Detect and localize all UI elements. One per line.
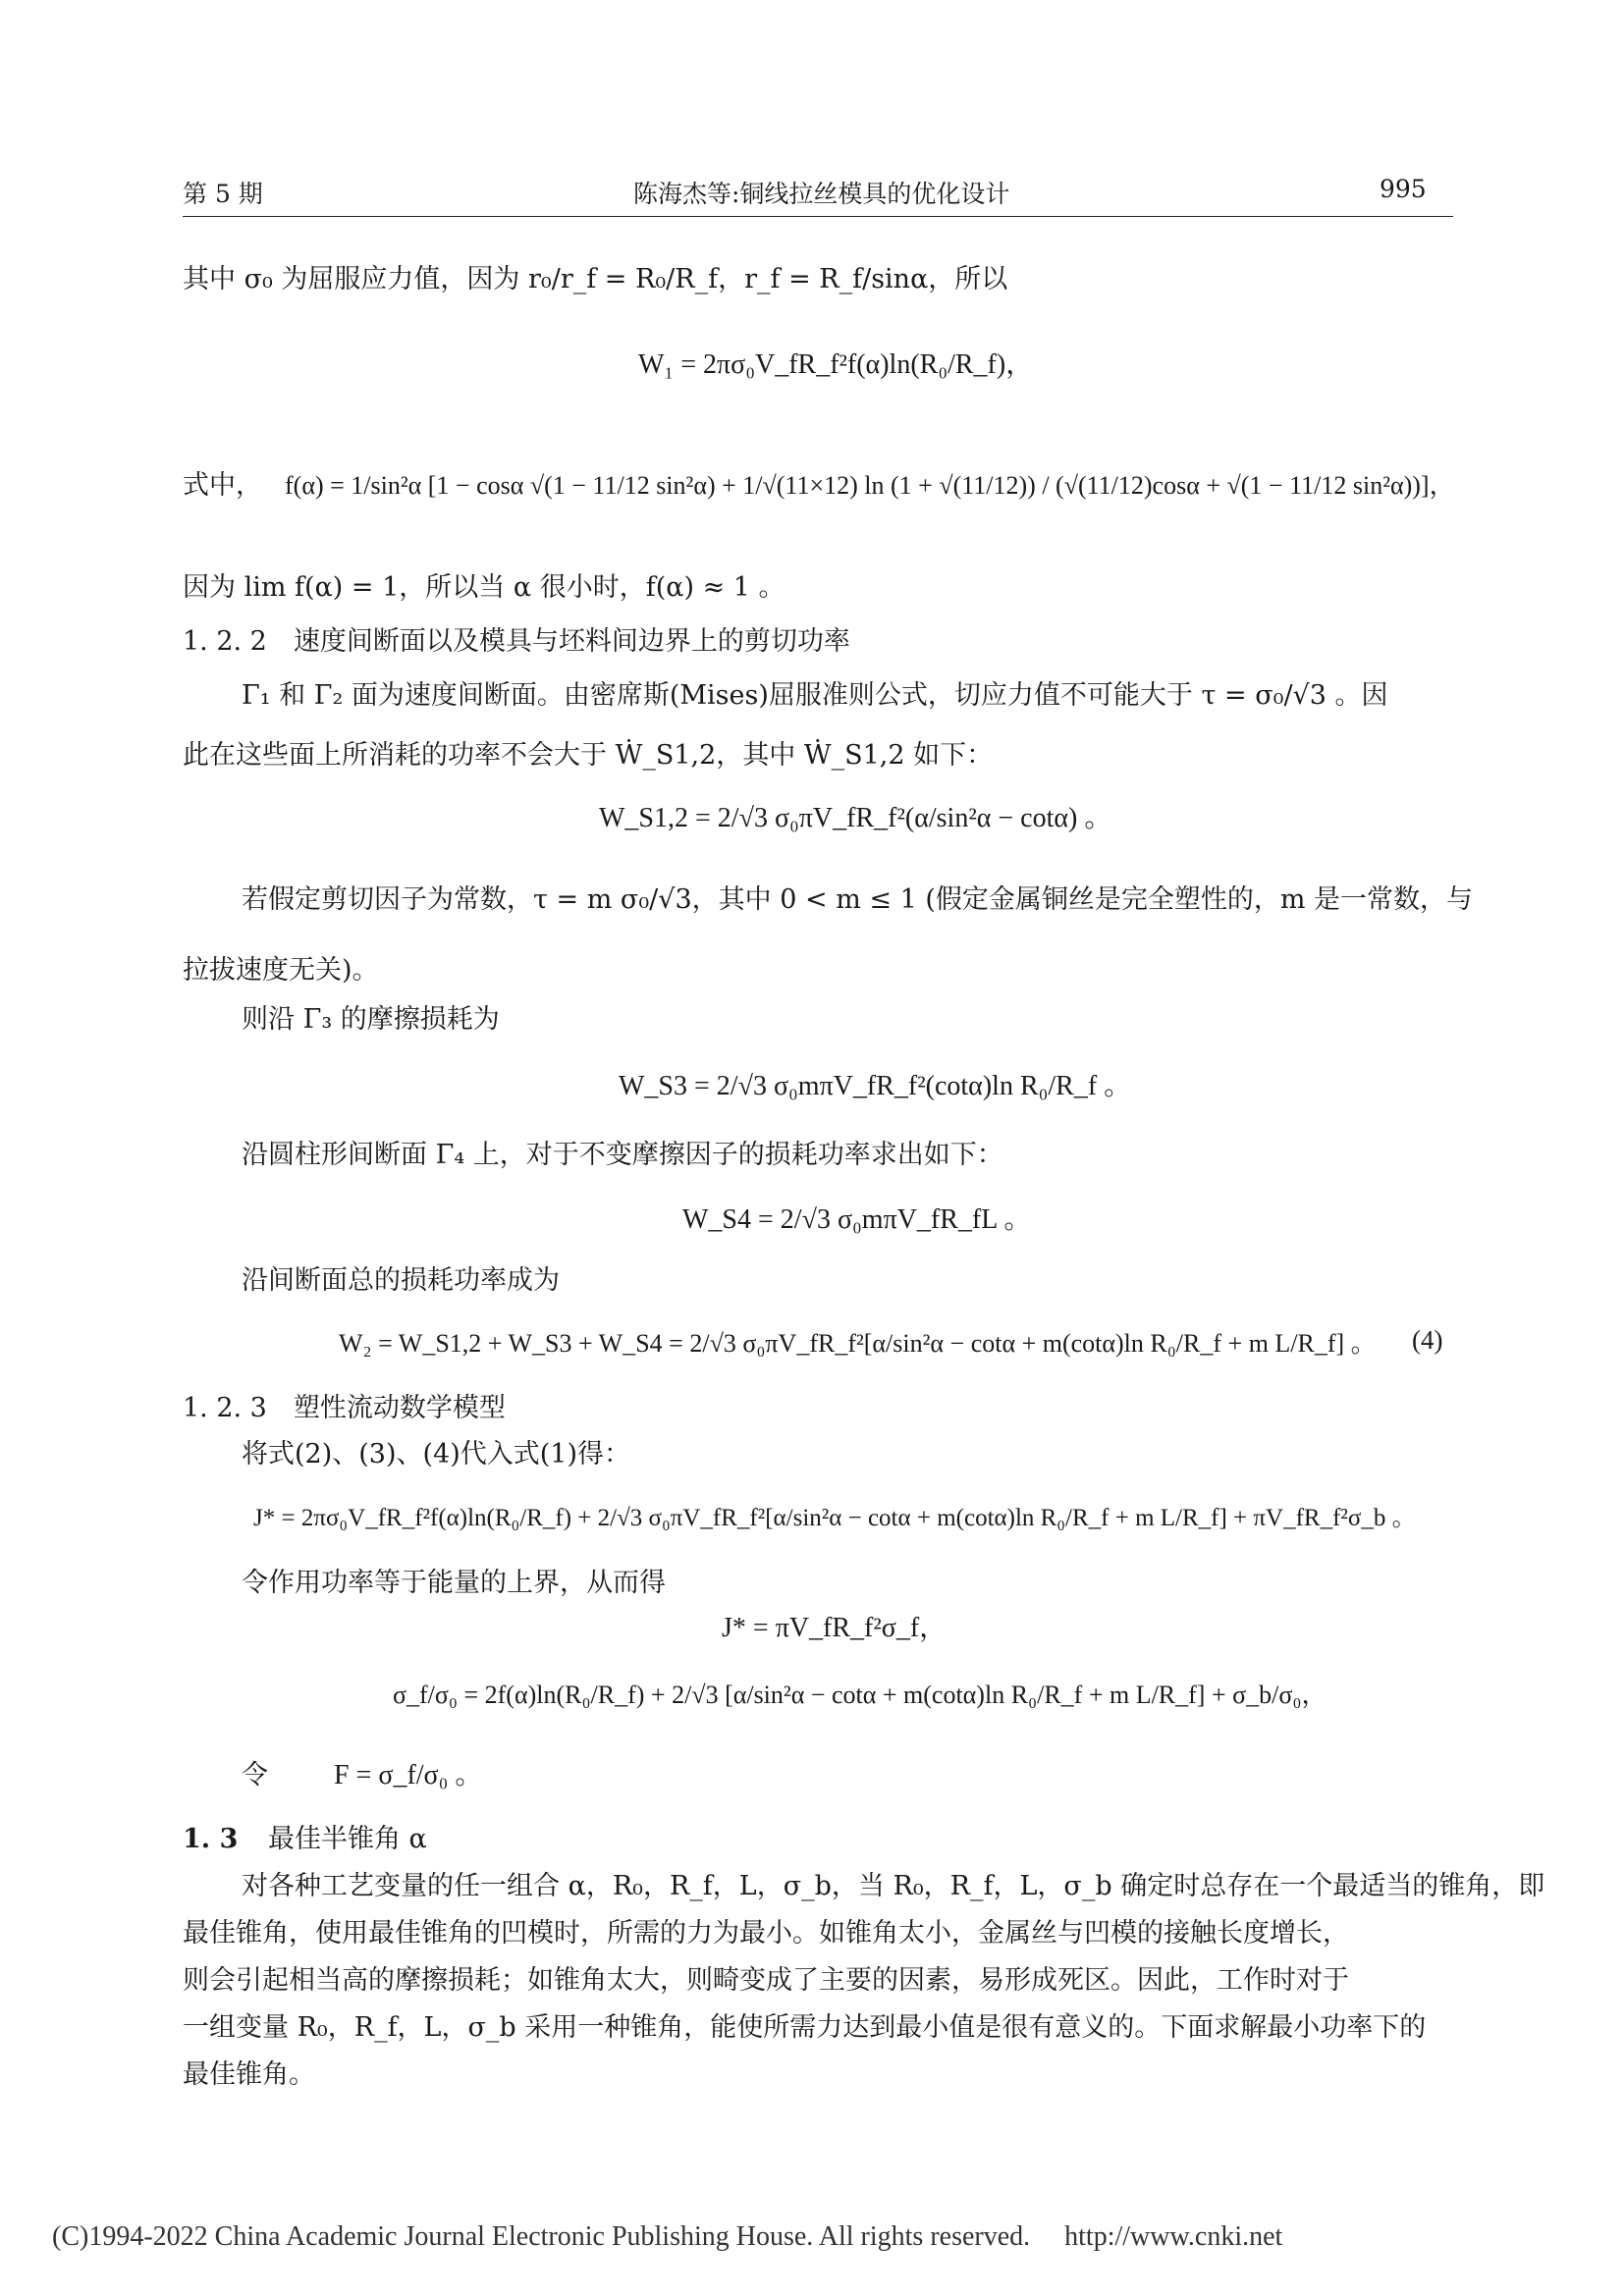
section-1-3-number: 1. 3: [183, 1824, 239, 1854]
footer-url[interactable]: http://www.cnki.net: [1064, 2221, 1283, 2252]
equation-f-def: F = σ_f/σ₀ 。: [334, 1760, 483, 1790]
running-title: 陈海杰等:铜线拉丝模具的优化设计: [633, 180, 1010, 208]
equation-ws3: W_S3 = 2/√3 σ₀mπV_fR_f²(cotα)ln R₀/R_f 。: [619, 1071, 1132, 1101]
equation-number-4: (4): [1412, 1325, 1443, 1355]
equation-f-alpha: f(α) = 1/sin²α [1 − cosα √(1 − 11/12 sin²α) + 1/√(11×12) ln (1 + √(11/12)) / (√(11/12)cosα + √(1 − 11/12 sin²α))]，: [285, 471, 1455, 500]
paragraph-mises-1: Γ₁ 和 Γ₂ 面为速度间断面。由密席斯(Mises)屈服准则公式，切应力值不可能大于 τ = σ₀/√3 。因: [242, 680, 1388, 711]
paragraph-mises-2: 此在这些面上所消耗的功率不会大于 Ẇ_S1,2，其中 Ẇ_S1,2 如下：: [183, 740, 994, 771]
label-let: 令: [242, 1760, 268, 1790]
issue-label: 第 5 期: [183, 180, 263, 208]
paragraph-shear-factor-2: 拉拔速度无关)。: [183, 955, 379, 986]
header-rule: [183, 216, 1453, 217]
equation-j-star: J* = 2πσ₀V_fR_f²f(α)ln(R₀/R_f) + 2/√3 σ₀πV_fR_f²[α/sin²α − cotα + m(cotα)ln R₀/R_f + m L/R_f] + πV_fR_f²σ_b 。: [253, 1505, 1417, 1531]
paragraph-optimal-2: 最佳锥角，使用最佳锥角的凹模时，所需的力为最小。如锥角太小，金属丝与凹模的接触长度增长，: [183, 1918, 1349, 1949]
section-1-3-title: 最佳半锥角 α: [267, 1824, 427, 1854]
equation-j-star-2: J* = πV_fR_f²σ_f，: [722, 1613, 947, 1643]
paragraph-sigma0: 其中 σ₀ 为屈服应力值，因为 r₀/r_f = R₀/R_f，r_f = R_f/sinα，所以: [183, 264, 1008, 294]
equation-ws12: W_S1,2 = 2/√3 σ₀πV_fR_f²(α/sin²α − cotα) 。: [599, 803, 1112, 833]
paragraph-upper-bound: 令作用功率等于能量的上界，从而得: [242, 1568, 666, 1598]
section-1-3-heading: [183, 1823, 427, 1856]
paragraph-optimal-3: 则会引起相当高的摩擦损耗；如锥角太大，则畸变成了主要的因素，易形成死区。因此，工作时对于: [183, 1965, 1349, 1996]
equation-ws4: W_S4 = 2/√3 σ₀mπV_fR_fL 。: [682, 1204, 1032, 1235]
footer-copyright: (C)1994-2022 China Academic Journal Electronic Publishing House. All rights reserved.: [52, 2221, 1031, 2252]
paragraph-limit: 因为 lim f(α) = 1，所以当 α 很小时，f(α) ≈ 1 。: [183, 572, 785, 603]
paragraph-optimal-5: 最佳锥角。: [183, 2059, 315, 2090]
paragraph-friction-gamma3: 则沿 Γ₃ 的摩擦损耗为: [242, 1004, 500, 1035]
label-where: 式中，: [183, 470, 262, 501]
paragraph-substitute: 将式(2)、(3)、(4)代入式(1)得：: [242, 1439, 630, 1469]
paragraph-optimal-1: 对各种工艺变量的任一组合 α，R₀，R_f，L，σ_b，当 R₀，R_f，L，σ_b 确定时总存在一个最适当的锥角，即: [242, 1871, 1545, 1901]
section-1-2-2-heading: 1. 2. 2 速度间断面以及模具与坯料间边界上的剪切功率: [183, 626, 850, 657]
section-1-2-3-heading: 1. 2. 3 塑性流动数学模型: [183, 1393, 506, 1423]
paragraph-optimal-4: 一组变量 R₀，R_f，L，σ_b 采用一种锥角，能使所需力达到最小值是很有意义的。下面求解最小功率下的: [183, 2012, 1427, 2043]
page-number: 995: [1380, 175, 1427, 203]
equation-w2: W₂ = W_S1,2 + W_S3 + W_S4 = 2/√3 σ₀πV_fR_f²[α/sin²α − cotα + m(cotα)ln R₀/R_f + m L/R_f] 。: [339, 1329, 1377, 1358]
paragraph-total-loss: 沿间断面总的损耗功率成为: [242, 1265, 560, 1296]
equation-sigma-ratio: σ_f/σ₀ = 2f(α)ln(R₀/R_f) + 2/√3 [α/sin²α − cotα + m(cotα)ln R₀/R_f + m L/R_f] + σ_b/σ₀，: [393, 1681, 1327, 1709]
paragraph-shear-factor-1: 若假定剪切因子为常数，τ = m σ₀/√3，其中 0 < m ≤ 1 (假定金属铜丝是完全塑性的，m 是一常数，与: [242, 884, 1474, 915]
paragraph-cylinder-gamma4: 沿圆柱形间断面 Γ₄ 上，对于不变摩擦因子的损耗功率求出如下：: [242, 1140, 1003, 1170]
equation-w1: W₁ = 2πσ₀V_fR_f²f(α)ln(R₀/R_f)，: [638, 349, 1034, 380]
footer: [52, 2221, 1282, 2253]
